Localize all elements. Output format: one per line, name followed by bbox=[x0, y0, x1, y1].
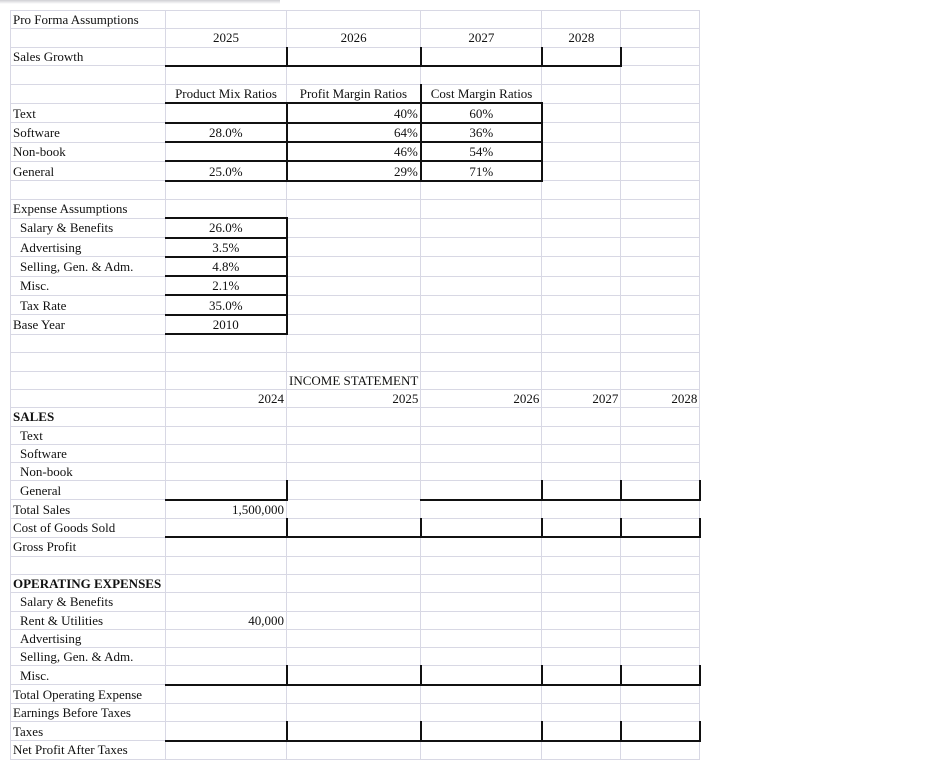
cell[interactable] bbox=[621, 463, 700, 481]
cell[interactable]: 71% bbox=[421, 161, 542, 180]
cell[interactable] bbox=[621, 218, 700, 237]
row-label-cell[interactable]: Non-book bbox=[11, 142, 166, 161]
cell[interactable] bbox=[287, 238, 421, 257]
cell[interactable] bbox=[166, 408, 287, 426]
cell[interactable]: 2025 bbox=[166, 29, 287, 47]
cell[interactable] bbox=[621, 295, 700, 314]
sheet-row bbox=[11, 276, 700, 295]
row-label-cell[interactable]: Cost of Goods Sold bbox=[11, 519, 166, 538]
sheet-row bbox=[11, 257, 700, 276]
cell[interactable] bbox=[542, 161, 621, 180]
cell[interactable] bbox=[421, 353, 542, 371]
sheet-row bbox=[11, 103, 700, 122]
cell[interactable] bbox=[542, 444, 621, 462]
cell[interactable] bbox=[166, 181, 287, 200]
cell[interactable] bbox=[287, 315, 421, 334]
cell[interactable] bbox=[542, 276, 621, 295]
cell[interactable] bbox=[287, 741, 421, 760]
cell[interactable] bbox=[542, 123, 621, 142]
cell[interactable] bbox=[542, 426, 621, 444]
row-label-cell[interactable]: Salary & Benefits bbox=[11, 218, 166, 237]
row-label-cell[interactable]: OPERATING EXPENSES bbox=[11, 574, 166, 592]
cell[interactable] bbox=[621, 161, 700, 180]
cell[interactable] bbox=[542, 85, 621, 104]
cell[interactable] bbox=[166, 444, 287, 462]
cell[interactable] bbox=[621, 257, 700, 276]
cell[interactable] bbox=[166, 11, 287, 29]
cell[interactable] bbox=[287, 648, 421, 666]
cell[interactable] bbox=[166, 593, 287, 611]
cell[interactable] bbox=[542, 703, 621, 721]
row-label-cell[interactable]: Selling, Gen. & Adm. bbox=[11, 257, 166, 276]
cell[interactable]: 46% bbox=[287, 142, 421, 161]
cell[interactable] bbox=[421, 47, 542, 66]
cell[interactable] bbox=[421, 703, 542, 721]
cell[interactable] bbox=[166, 648, 287, 666]
sheet-row bbox=[11, 463, 700, 481]
row-label-cell[interactable]: Misc. bbox=[11, 276, 166, 295]
row-label-cell[interactable]: Net Profit After Taxes bbox=[11, 741, 166, 760]
sheet-row bbox=[11, 199, 700, 218]
sheet-row bbox=[11, 629, 700, 647]
window-top-edge bbox=[0, 0, 280, 4]
sheet-row bbox=[11, 161, 700, 180]
cell[interactable] bbox=[542, 556, 621, 574]
cell[interactable] bbox=[542, 537, 621, 556]
row-label-cell[interactable]: Advertising bbox=[11, 629, 166, 647]
cell[interactable] bbox=[621, 629, 700, 647]
sheet-row bbox=[11, 444, 700, 462]
cell[interactable] bbox=[621, 181, 700, 200]
cell[interactable] bbox=[421, 611, 542, 629]
row-label-cell[interactable]: Text bbox=[11, 103, 166, 122]
cell[interactable] bbox=[621, 741, 700, 760]
cell[interactable]: 40% bbox=[287, 103, 421, 122]
sheet-row bbox=[11, 334, 700, 353]
cell[interactable]: 2026 bbox=[421, 389, 542, 407]
cell[interactable] bbox=[287, 685, 421, 704]
row-label-cell[interactable]: Taxes bbox=[11, 722, 166, 741]
cell[interactable] bbox=[287, 11, 421, 29]
cell[interactable] bbox=[621, 238, 700, 257]
cell[interactable] bbox=[421, 181, 542, 200]
sheet-row bbox=[11, 142, 700, 161]
cell[interactable] bbox=[621, 66, 700, 85]
cell[interactable] bbox=[421, 276, 542, 295]
cell[interactable]: 26.0% bbox=[166, 218, 287, 237]
cell[interactable] bbox=[287, 593, 421, 611]
row-label-cell[interactable]: Total Sales bbox=[11, 500, 166, 519]
cell[interactable] bbox=[166, 142, 287, 161]
cell[interactable] bbox=[287, 537, 421, 556]
row-label-cell[interactable]: Total Operating Expense bbox=[11, 685, 166, 704]
cell[interactable] bbox=[166, 741, 287, 760]
cell[interactable] bbox=[542, 408, 621, 426]
cell[interactable] bbox=[621, 85, 700, 104]
cell[interactable] bbox=[542, 481, 621, 500]
cell[interactable]: 1,500,000 bbox=[166, 500, 287, 519]
cell[interactable] bbox=[166, 371, 287, 389]
cell[interactable] bbox=[621, 426, 700, 444]
row-label-cell[interactable]: Pro Forma Assumptions bbox=[11, 11, 166, 29]
cell[interactable] bbox=[166, 426, 287, 444]
cell[interactable]: 2024 bbox=[166, 389, 287, 407]
cell[interactable] bbox=[542, 238, 621, 257]
sheet-row bbox=[11, 315, 700, 334]
sheet-row bbox=[11, 500, 700, 519]
row-label-cell[interactable]: Misc. bbox=[11, 666, 166, 685]
row-label-cell[interactable]: General bbox=[11, 161, 166, 180]
row-label-cell[interactable] bbox=[11, 181, 166, 200]
cell[interactable] bbox=[542, 11, 621, 29]
cell[interactable] bbox=[166, 103, 287, 122]
cell[interactable] bbox=[287, 334, 421, 353]
cell[interactable] bbox=[166, 66, 287, 85]
cell[interactable] bbox=[542, 371, 621, 389]
cell[interactable] bbox=[542, 103, 621, 122]
sheet-row bbox=[11, 426, 700, 444]
cell[interactable] bbox=[542, 593, 621, 611]
cell[interactable] bbox=[166, 629, 287, 647]
cell[interactable] bbox=[621, 481, 700, 500]
cell[interactable] bbox=[287, 666, 421, 685]
cell[interactable]: 60% bbox=[421, 103, 542, 122]
cell[interactable] bbox=[287, 426, 421, 444]
cell[interactable] bbox=[421, 574, 542, 592]
row-label-cell[interactable]: Software bbox=[11, 123, 166, 142]
cell[interactable] bbox=[166, 463, 287, 481]
cell[interactable] bbox=[621, 371, 700, 389]
row-label-cell[interactable]: Base Year bbox=[11, 315, 166, 334]
cell[interactable] bbox=[287, 500, 421, 519]
row-label-cell[interactable]: Selling, Gen. & Adm. bbox=[11, 648, 166, 666]
cell[interactable]: Cost Margin Ratios bbox=[421, 85, 542, 104]
sheet-row bbox=[11, 85, 700, 104]
cell[interactable] bbox=[166, 481, 287, 500]
sheet-row bbox=[11, 481, 700, 500]
cell[interactable] bbox=[421, 519, 542, 538]
cell[interactable] bbox=[621, 500, 700, 519]
row-label-cell[interactable] bbox=[11, 66, 166, 85]
row-label-cell[interactable]: Non-book bbox=[11, 463, 166, 481]
sheet-row bbox=[11, 123, 700, 142]
cell[interactable] bbox=[621, 685, 700, 704]
cell[interactable] bbox=[166, 334, 287, 353]
sheet-row bbox=[11, 353, 700, 371]
cell[interactable]: 2.1% bbox=[166, 276, 287, 295]
spreadsheet-grid bbox=[10, 10, 701, 760]
sheet-row bbox=[11, 556, 700, 574]
cell[interactable] bbox=[542, 315, 621, 334]
sheet-row bbox=[11, 685, 700, 704]
sheet-row bbox=[11, 408, 700, 426]
sheet-row bbox=[11, 47, 700, 66]
cell[interactable] bbox=[542, 685, 621, 704]
cell[interactable] bbox=[621, 276, 700, 295]
cell[interactable] bbox=[621, 142, 700, 161]
cell[interactable] bbox=[621, 11, 700, 29]
sheet-row bbox=[11, 648, 700, 666]
cell[interactable] bbox=[542, 611, 621, 629]
cell[interactable] bbox=[287, 353, 421, 371]
row-label-cell[interactable]: Text bbox=[11, 426, 166, 444]
row-label-cell[interactable] bbox=[11, 389, 166, 407]
cell[interactable]: 54% bbox=[421, 142, 542, 161]
cell[interactable] bbox=[542, 648, 621, 666]
cell[interactable] bbox=[287, 556, 421, 574]
cell[interactable] bbox=[421, 257, 542, 276]
sheet-row bbox=[11, 29, 700, 47]
row-label-cell[interactable] bbox=[11, 353, 166, 371]
row-label-cell[interactable]: Sales Growth bbox=[11, 47, 166, 66]
sheet-row bbox=[11, 218, 700, 237]
cell[interactable]: 2026 bbox=[287, 29, 421, 47]
sheet-row bbox=[11, 181, 700, 200]
cell[interactable] bbox=[287, 519, 421, 538]
cell[interactable] bbox=[542, 353, 621, 371]
sheet-row bbox=[11, 722, 700, 741]
cell[interactable] bbox=[166, 703, 287, 721]
row-label-cell[interactable]: SALES bbox=[11, 408, 166, 426]
sheet-row bbox=[11, 741, 700, 760]
cell[interactable] bbox=[621, 444, 700, 462]
cell[interactable] bbox=[421, 66, 542, 85]
cell[interactable] bbox=[542, 666, 621, 685]
cell[interactable] bbox=[421, 500, 542, 519]
cell[interactable]: 36% bbox=[421, 123, 542, 142]
cell[interactable]: 2025 bbox=[287, 389, 421, 407]
cell[interactable] bbox=[621, 611, 700, 629]
cell[interactable] bbox=[621, 556, 700, 574]
sheet-row bbox=[11, 574, 700, 592]
row-label-cell[interactable]: Rent & Utilities bbox=[11, 611, 166, 629]
cell[interactable] bbox=[421, 556, 542, 574]
cell[interactable]: 2010 bbox=[166, 315, 287, 334]
cell[interactable] bbox=[621, 47, 700, 66]
row-label-cell[interactable]: General bbox=[11, 481, 166, 500]
sheet-row bbox=[11, 703, 700, 721]
cell[interactable] bbox=[542, 199, 621, 218]
cell[interactable]: 4.8% bbox=[166, 257, 287, 276]
cell[interactable] bbox=[166, 353, 287, 371]
sheet-row bbox=[11, 537, 700, 556]
cell[interactable] bbox=[621, 722, 700, 741]
cell[interactable] bbox=[166, 666, 287, 685]
cell[interactable] bbox=[542, 629, 621, 647]
cell[interactable] bbox=[287, 276, 421, 295]
cell[interactable]: 25.0% bbox=[166, 161, 287, 180]
cell[interactable] bbox=[542, 218, 621, 237]
sheet-row bbox=[11, 519, 700, 538]
cell[interactable] bbox=[621, 199, 700, 218]
cell[interactable] bbox=[287, 199, 421, 218]
cell[interactable] bbox=[421, 295, 542, 314]
sheet-row bbox=[11, 593, 700, 611]
cell[interactable] bbox=[287, 181, 421, 200]
row-label-cell[interactable] bbox=[11, 29, 166, 47]
sheet-row bbox=[11, 666, 700, 685]
cell[interactable] bbox=[287, 444, 421, 462]
cell[interactable] bbox=[421, 218, 542, 237]
cell[interactable] bbox=[421, 741, 542, 760]
cell[interactable] bbox=[166, 574, 287, 592]
cell[interactable] bbox=[166, 556, 287, 574]
cell[interactable] bbox=[421, 648, 542, 666]
cell[interactable] bbox=[421, 444, 542, 462]
cell[interactable] bbox=[421, 685, 542, 704]
cell[interactable] bbox=[542, 463, 621, 481]
cell[interactable] bbox=[166, 47, 287, 66]
row-label-cell[interactable] bbox=[11, 371, 166, 389]
row-label-cell[interactable] bbox=[11, 334, 166, 353]
cell[interactable] bbox=[287, 481, 421, 500]
cell[interactable]: 29% bbox=[287, 161, 421, 180]
cell[interactable] bbox=[542, 142, 621, 161]
cell[interactable] bbox=[621, 574, 700, 592]
cell[interactable] bbox=[287, 629, 421, 647]
cell[interactable] bbox=[287, 218, 421, 237]
cell[interactable] bbox=[621, 648, 700, 666]
cell[interactable] bbox=[542, 66, 621, 85]
row-label-cell[interactable]: Advertising bbox=[11, 238, 166, 257]
cell[interactable]: 2027 bbox=[542, 389, 621, 407]
row-label-cell[interactable]: Software bbox=[11, 444, 166, 462]
cell[interactable] bbox=[421, 666, 542, 685]
cell[interactable] bbox=[421, 408, 542, 426]
cell[interactable] bbox=[621, 353, 700, 371]
cell[interactable] bbox=[287, 66, 421, 85]
cell[interactable]: 2028 bbox=[621, 389, 700, 407]
cell[interactable] bbox=[421, 593, 542, 611]
row-label-cell[interactable]: Gross Profit bbox=[11, 537, 166, 556]
cell[interactable] bbox=[421, 426, 542, 444]
cell[interactable] bbox=[287, 408, 421, 426]
cell[interactable] bbox=[421, 238, 542, 257]
cell[interactable] bbox=[542, 519, 621, 538]
cell[interactable] bbox=[421, 481, 542, 500]
sheet-row bbox=[11, 66, 700, 85]
cell[interactable] bbox=[542, 295, 621, 314]
cell[interactable] bbox=[421, 334, 542, 353]
cell[interactable]: 3.5% bbox=[166, 238, 287, 257]
sheet-row bbox=[11, 295, 700, 314]
sheet-row bbox=[11, 389, 700, 407]
cell[interactable] bbox=[166, 537, 287, 556]
cell[interactable] bbox=[421, 371, 542, 389]
cell[interactable] bbox=[287, 574, 421, 592]
cell[interactable] bbox=[421, 463, 542, 481]
cell[interactable] bbox=[542, 47, 621, 66]
cell[interactable] bbox=[421, 315, 542, 334]
cell[interactable] bbox=[421, 722, 542, 741]
cell[interactable] bbox=[287, 47, 421, 66]
cell[interactable]: Profit Margin Ratios bbox=[287, 85, 421, 104]
row-label-cell[interactable]: Earnings Before Taxes bbox=[11, 703, 166, 721]
cell[interactable] bbox=[421, 629, 542, 647]
sheet-row bbox=[11, 611, 700, 629]
cell[interactable] bbox=[621, 315, 700, 334]
cell[interactable] bbox=[287, 611, 421, 629]
cell[interactable] bbox=[621, 29, 700, 47]
sheet-row bbox=[11, 11, 700, 29]
cell[interactable] bbox=[542, 574, 621, 592]
row-label-cell[interactable]: Tax Rate bbox=[11, 295, 166, 314]
sheet-row bbox=[11, 371, 700, 389]
cell[interactable]: 2028 bbox=[542, 29, 621, 47]
cell[interactable] bbox=[287, 463, 421, 481]
cell[interactable]: INCOME STATEMENT bbox=[287, 371, 421, 389]
cell[interactable]: 2027 bbox=[421, 29, 542, 47]
cell[interactable] bbox=[542, 722, 621, 741]
cell[interactable] bbox=[421, 11, 542, 29]
cell[interactable] bbox=[166, 519, 287, 538]
cell[interactable] bbox=[166, 722, 287, 741]
row-label-cell[interactable]: Expense Assumptions bbox=[11, 199, 166, 218]
cell[interactable] bbox=[621, 408, 700, 426]
cell[interactable] bbox=[621, 537, 700, 556]
cell[interactable] bbox=[287, 257, 421, 276]
cell[interactable]: 40,000 bbox=[166, 611, 287, 629]
cell[interactable] bbox=[621, 519, 700, 538]
cell[interactable] bbox=[421, 537, 542, 556]
row-label-cell[interactable] bbox=[11, 556, 166, 574]
cell[interactable] bbox=[542, 741, 621, 760]
cell[interactable] bbox=[166, 199, 287, 218]
cell[interactable] bbox=[421, 199, 542, 218]
sheet-row bbox=[11, 238, 700, 257]
cell[interactable] bbox=[542, 334, 621, 353]
cell[interactable] bbox=[542, 257, 621, 276]
cell[interactable] bbox=[621, 666, 700, 685]
cell[interactable]: 28.0% bbox=[166, 123, 287, 142]
cell[interactable] bbox=[287, 722, 421, 741]
cell[interactable] bbox=[166, 685, 287, 704]
cell[interactable]: Product Mix Ratios bbox=[166, 85, 287, 104]
cell[interactable] bbox=[287, 295, 421, 314]
cell[interactable] bbox=[621, 103, 700, 122]
row-label-cell[interactable]: Salary & Benefits bbox=[11, 593, 166, 611]
cell[interactable] bbox=[542, 500, 621, 519]
cell[interactable] bbox=[621, 334, 700, 353]
cell[interactable] bbox=[542, 181, 621, 200]
cell[interactable] bbox=[621, 593, 700, 611]
cell[interactable] bbox=[287, 703, 421, 721]
cell[interactable] bbox=[621, 123, 700, 142]
cell[interactable] bbox=[621, 703, 700, 721]
cell[interactable]: 35.0% bbox=[166, 295, 287, 314]
cell[interactable]: 64% bbox=[287, 123, 421, 142]
row-label-cell[interactable] bbox=[11, 85, 166, 104]
